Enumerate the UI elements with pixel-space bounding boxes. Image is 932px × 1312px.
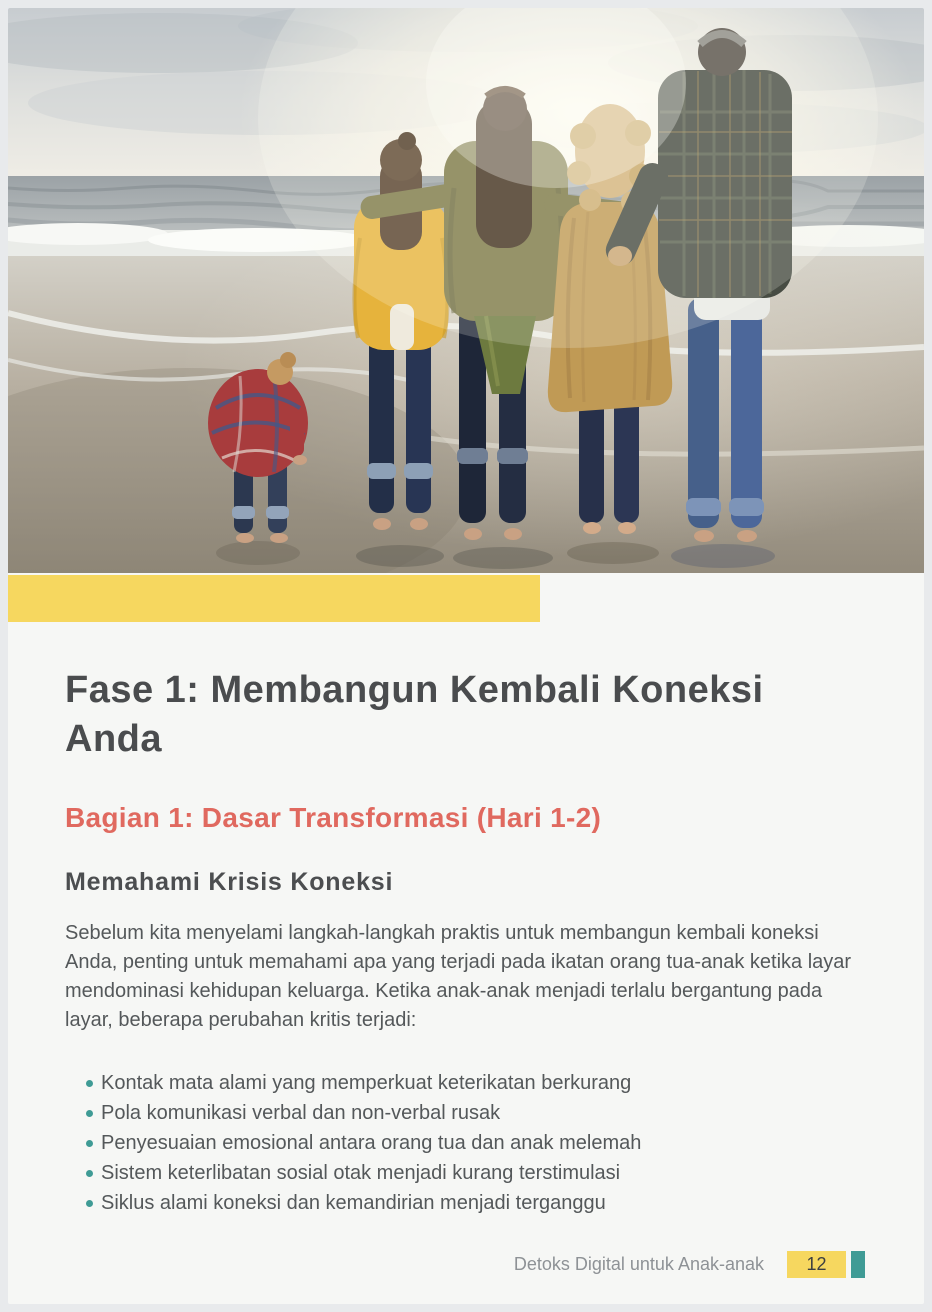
beach-family-illustration xyxy=(8,8,924,573)
list-item: Siklus alami koneksi dan kemandirian menjadi terganggu xyxy=(86,1188,864,1218)
intro-paragraph: Sebelum kita menyelami langkah-langkah praktis untuk membangun kembali koneksi Anda, penting untuk memahami apa yang terjadi pada ikatan orang tua-anak ketika layar mendominasi kehidupan keluarga. Ketika anak-anak menjadi terlalu bergantung pada layar, beberapa perubahan kritis terjadi: xyxy=(65,922,852,1031)
list-item: Penyesuaian emosional antara orang tua dan anak melemah xyxy=(86,1128,864,1158)
list-item: Pola komunikasi verbal dan non-verbal rusak xyxy=(86,1098,864,1128)
teal-accent-bar xyxy=(851,1251,865,1278)
yellow-accent-bar xyxy=(8,575,540,622)
bullet-list xyxy=(65,1068,864,1218)
page-footer xyxy=(514,1251,865,1278)
hero-image xyxy=(8,8,924,573)
sub-heading: Memahami Krisis Koneksi xyxy=(65,868,394,896)
ebook-page xyxy=(8,8,924,1304)
page-number-badge: 12 xyxy=(787,1251,846,1278)
section-heading: Bagian 1: Dasar Transformasi (Hari 1-2) xyxy=(65,802,602,833)
list-item: Sistem keterlibatan sosial otak menjadi kurang terstimulasi xyxy=(86,1158,864,1188)
list-item: Kontak mata alami yang memperkuat keterikatan berkurang xyxy=(86,1068,864,1098)
page-title: Fase 1: Membangun Kembali Koneksi Anda xyxy=(65,669,764,760)
page-content xyxy=(8,666,924,1218)
book-title: Detoks Digital untuk Anak-anak xyxy=(513,1254,764,1274)
